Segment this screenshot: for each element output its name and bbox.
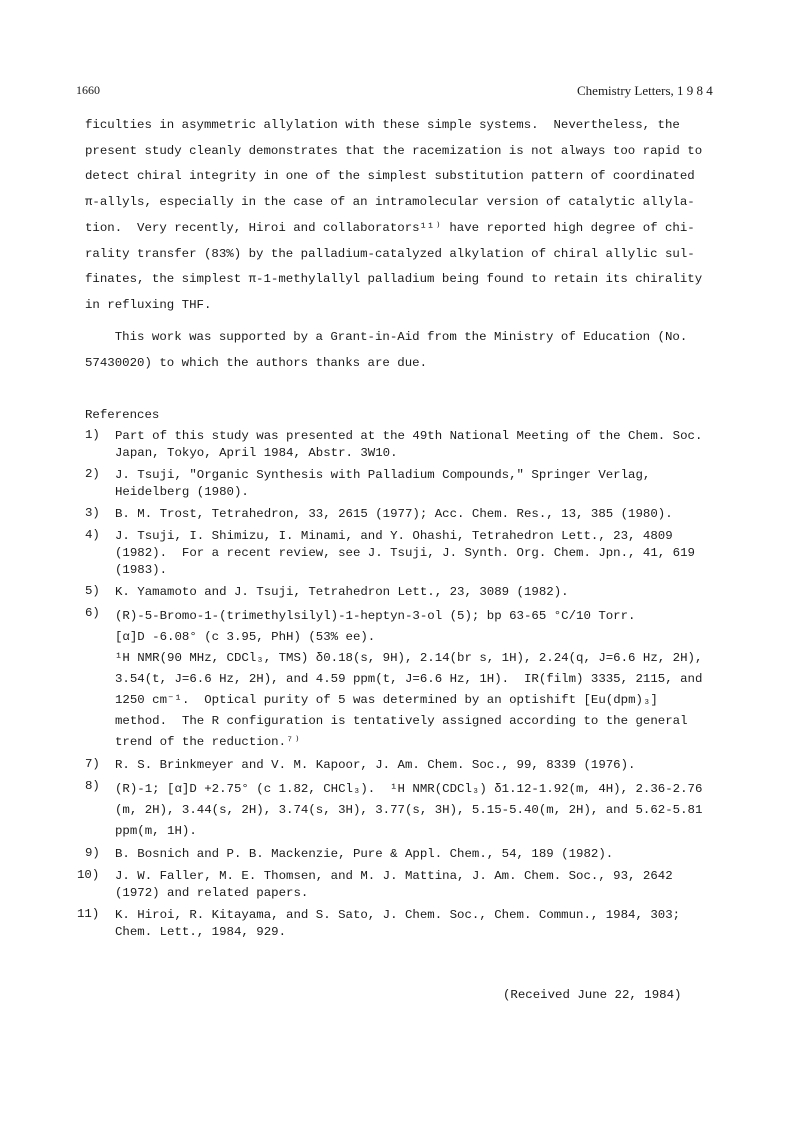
reference-list — [77, 428, 735, 946]
received-date: (Received June 22, 1984) — [503, 988, 682, 1002]
reference-item — [77, 906, 735, 942]
text-line: finates, the simplest π-1-methylallyl palladium being found to retain its chirality — [85, 272, 703, 287]
reference-line: trend of the reduction.⁷⁾ — [115, 734, 301, 749]
reference-line: K. Yamamoto and J. Tsuji, Tetrahedron Lett., 23, 3089 (1982). — [115, 584, 569, 599]
reference-line: J. Tsuji, I. Shimizu, I. Minami, and Y. Ohashi, Tetrahedron Lett., 23, 4809 — [115, 528, 673, 543]
reference-line: Chem. Lett., 1984, 929. — [115, 925, 287, 940]
reference-item — [85, 846, 735, 863]
reference-line: ppm(m, 1H). — [115, 823, 197, 838]
text-line: This work was supported by a Grant-in-Aid from the Ministry of Education (No. — [85, 330, 688, 344]
reference-number: 5) — [85, 583, 100, 598]
reference-line: (1982). For a recent review, see J. Tsuji, J. Synth. Org. Chem. Jpn., 41, 619 — [115, 545, 695, 560]
reference-line: ¹H NMR(90 MHz, CDCl₃, TMS) δ0.18(s, 9H), 2.14(br s, 1H), 2.24(q, J=6.6 Hz, 2H), — [115, 650, 703, 665]
reference-line: (m, 2H), 3.44(s, 2H), 3.74(s, 3H), 3.77(s, 3H), 5.15-5.40(m, 2H), and 5.62-5.81 — [115, 802, 703, 817]
body-paragraph-1 — [85, 113, 735, 319]
reference-line: (1983). — [115, 563, 168, 578]
reference-line: (R)-1; [α]D +2.75° (c 1.82, CHCl₃). ¹H NMR(CDCl₃) δ1.12-1.92(m, 4H), 2.36-2.76 — [115, 781, 703, 796]
acknowledgement-paragraph — [85, 325, 735, 376]
reference-item — [85, 779, 735, 842]
reference-line: J. Tsuji, "Organic Synthesis with Palladium Compounds," Springer Verlag, — [115, 467, 651, 482]
reference-item — [85, 428, 735, 463]
reference-item — [85, 528, 735, 580]
reference-line: B. M. Trost, Tetrahedron, 33, 2615 (1977); Acc. Chem. Res., 13, 385 (1980). — [115, 506, 673, 521]
text-line: present study cleanly demonstrates that the racemization is not always too rapid to — [85, 143, 703, 158]
text-line: rality transfer (83%) by the palladium-catalyzed alkylation of chiral allylic sul- — [85, 246, 695, 261]
reference-number: 3) — [85, 505, 100, 520]
reference-item — [85, 606, 735, 753]
reference-line: 3.54(t, J=6.6 Hz, 2H), and 4.59 ppm(t, J=6.6 Hz, 1H). IR(film) 3335, 2115, and — [115, 671, 703, 686]
reference-number: 7) — [85, 757, 100, 772]
reference-line: (1972) and related papers. — [115, 886, 309, 901]
reference-line: method. The R configuration is tentatively assigned according to the general — [115, 713, 688, 728]
reference-item — [85, 584, 735, 601]
reference-item — [85, 467, 735, 502]
reference-line: (R)-5-Bromo-1-(trimethylsilyl)-1-heptyn-3-ol (5); bp 63-65 °C/10 Torr. — [115, 608, 636, 623]
reference-item — [85, 757, 735, 774]
reference-number: 1) — [85, 428, 100, 442]
reference-line: Japan, Tokyo, April 1984, Abstr. 3W10. — [115, 446, 398, 461]
reference-line: R. S. Brinkmeyer and V. M. Kapoor, J. Am. Chem. Soc., 99, 8339 (1976). — [115, 758, 636, 773]
page-number: 1660 — [76, 83, 100, 97]
reference-line: J. W. Faller, M. E. Thomsen, and M. J. Mattina, J. Am. Chem. Soc., 93, 2642 — [115, 868, 673, 883]
reference-line: [α]D -6.08° (c 3.95, PhH) (53% ee). — [115, 629, 376, 644]
reference-number: 4) — [85, 527, 100, 542]
reference-line: Part of this study was presented at the 49th National Meeting of the Chem. Soc. — [115, 429, 703, 443]
reference-item — [77, 867, 735, 903]
reference-number: 2) — [85, 466, 100, 481]
text-line: detect chiral integrity in one of the simplest substitution pattern of coordinated — [85, 169, 695, 184]
reference-item — [85, 506, 735, 523]
reference-line: 1250 cm⁻¹. Optical purity of 5 was determined by an optishift [Eu(dpm)₃] — [115, 692, 658, 707]
text-line: 57430020) to which the authors thanks are due. — [85, 355, 428, 370]
text-line: in refluxing THF. — [85, 297, 212, 312]
reference-line: K. Hiroi, R. Kitayama, and S. Sato, J. Chem. Soc., Chem. Commun., 1984, 303; — [115, 907, 681, 922]
references-heading: References — [85, 408, 160, 422]
text-line: ficulties in asymmetric allylation with these simple systems. Nevertheless, the — [85, 118, 680, 132]
reference-line: B. Bosnich and P. B. Mackenzie, Pure & Appl. Chem., 54, 189 (1982). — [115, 847, 614, 862]
reference-number: 10) — [77, 867, 100, 882]
reference-number: 8) — [85, 778, 100, 793]
text-line: tion. Very recently, Hiroi and collaborators¹¹⁾ have reported high degree of chi- — [85, 220, 695, 235]
reference-number: 6) — [85, 605, 100, 620]
reference-number: 11) — [77, 906, 100, 921]
reference-number: 9) — [85, 846, 100, 861]
running-header: Chemistry Letters, 1 9 8 4 — [577, 83, 713, 98]
text-line: π-allyls, especially in the case of an intramolecular version of catalytic allyla- — [85, 195, 695, 210]
reference-line: Heidelberg (1980). — [115, 485, 249, 500]
